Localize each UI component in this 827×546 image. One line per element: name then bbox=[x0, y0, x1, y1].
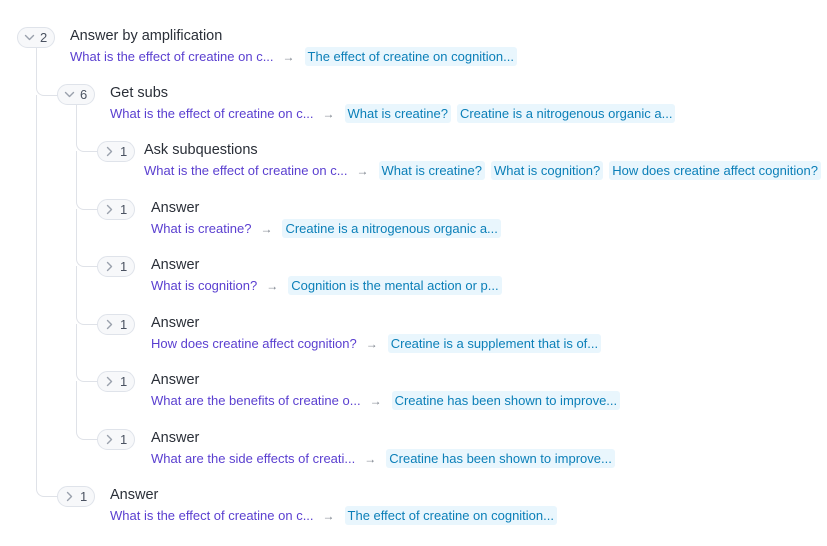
chevron-right-icon bbox=[104, 204, 115, 215]
question-link[interactable]: What is the effect of creatine on c... bbox=[110, 508, 314, 523]
tree-node bbox=[0, 199, 738, 245]
arrow-right-icon: → bbox=[322, 508, 335, 523]
tree-node bbox=[0, 141, 818, 187]
child-count: 1 bbox=[120, 317, 128, 332]
child-count: 1 bbox=[120, 202, 128, 217]
node-title: Answer bbox=[151, 200, 200, 216]
io-row bbox=[151, 218, 507, 239]
tree-node bbox=[0, 429, 738, 475]
io-row bbox=[144, 160, 827, 181]
node-title: Answer bbox=[110, 487, 159, 503]
answer-chip[interactable]: Creatine is a nitrogenous organic a... bbox=[282, 219, 500, 238]
question-link[interactable]: What is cognition? bbox=[151, 278, 258, 293]
node-title: Get subs bbox=[110, 85, 169, 101]
tree-node bbox=[0, 314, 738, 360]
tree-node bbox=[0, 256, 738, 302]
expand-toggle[interactable] bbox=[97, 256, 135, 277]
answer-chip[interactable]: The effect of creatine on cognition... bbox=[305, 47, 517, 66]
answer-chip[interactable]: Cognition is the mental action or p... bbox=[288, 276, 501, 295]
io-row bbox=[110, 505, 563, 526]
child-count: 6 bbox=[80, 87, 88, 102]
question-link[interactable]: What is the effect of creatine on c... bbox=[144, 163, 348, 178]
collapse-toggle[interactable] bbox=[17, 27, 55, 48]
expand-toggle[interactable] bbox=[97, 429, 135, 450]
answer-chip[interactable]: Creatine has been shown to improve... bbox=[386, 449, 615, 468]
question-link[interactable]: How does creatine affect cognition? bbox=[151, 336, 357, 351]
chevron-right-icon bbox=[104, 261, 115, 272]
answer-chip[interactable]: What is creatine? bbox=[345, 104, 451, 123]
question-link[interactable]: What is creatine? bbox=[151, 221, 252, 236]
tree-node bbox=[0, 486, 738, 532]
chevron-down-icon bbox=[64, 89, 75, 100]
child-count: 1 bbox=[120, 432, 128, 447]
child-count: 1 bbox=[80, 489, 88, 504]
answer-chip[interactable]: What is creatine? bbox=[379, 161, 485, 180]
child-count: 1 bbox=[120, 374, 128, 389]
arrow-right-icon: → bbox=[266, 278, 279, 293]
answer-chip[interactable]: How does creatine affect cognition? bbox=[609, 161, 821, 180]
child-count: 2 bbox=[40, 30, 48, 45]
question-link[interactable]: What is the effect of creatine on c... bbox=[110, 106, 314, 121]
arrow-right-icon: → bbox=[322, 106, 335, 121]
chevron-down-icon bbox=[24, 32, 35, 43]
answer-chip[interactable]: Creatine has been shown to improve... bbox=[392, 391, 621, 410]
question-link[interactable]: What are the side effects of creati... bbox=[151, 451, 356, 466]
expand-toggle[interactable] bbox=[97, 314, 135, 335]
answer-chip[interactable]: Creatine is a nitrogenous organic a... bbox=[457, 104, 675, 123]
node-title: Answer by amplification bbox=[70, 28, 223, 44]
node-title: Answer bbox=[151, 372, 200, 388]
node-title: Answer bbox=[151, 257, 200, 273]
answer-chip[interactable]: What is cognition? bbox=[491, 161, 603, 180]
arrow-right-icon: → bbox=[260, 221, 273, 236]
io-row bbox=[70, 46, 523, 67]
question-link[interactable]: What is the effect of creatine on c... bbox=[70, 49, 274, 64]
child-count: 1 bbox=[120, 259, 128, 274]
expand-toggle[interactable] bbox=[97, 371, 135, 392]
answer-chip[interactable]: Creatine is a supplement that is of... bbox=[388, 334, 601, 353]
chevron-right-icon bbox=[104, 146, 115, 157]
child-count: 1 bbox=[120, 144, 128, 159]
arrow-right-icon: → bbox=[369, 393, 382, 408]
tree-node bbox=[0, 27, 738, 73]
node-title: Answer bbox=[151, 315, 200, 331]
expand-toggle[interactable] bbox=[97, 141, 135, 162]
chevron-right-icon bbox=[104, 376, 115, 387]
tree-node bbox=[0, 84, 738, 130]
io-row bbox=[151, 333, 607, 354]
expand-toggle[interactable] bbox=[97, 199, 135, 220]
chevron-right-icon bbox=[64, 491, 75, 502]
answer-chip[interactable]: The effect of creatine on cognition... bbox=[345, 506, 557, 525]
arrow-right-icon: → bbox=[282, 49, 295, 64]
io-row bbox=[151, 390, 626, 411]
arrow-right-icon: → bbox=[365, 336, 378, 351]
collapse-toggle[interactable] bbox=[57, 84, 95, 105]
tree-node bbox=[0, 371, 738, 417]
question-link[interactable]: What are the benefits of creatine o... bbox=[151, 393, 361, 408]
chevron-right-icon bbox=[104, 319, 115, 330]
node-title: Answer bbox=[151, 430, 200, 446]
chevron-right-icon bbox=[104, 434, 115, 445]
arrow-right-icon: → bbox=[356, 163, 369, 178]
io-row bbox=[151, 448, 621, 469]
expand-toggle[interactable] bbox=[57, 486, 95, 507]
node-title: Ask subquestions bbox=[144, 142, 258, 158]
io-row bbox=[151, 275, 508, 296]
arrow-right-icon: → bbox=[364, 451, 377, 466]
io-row bbox=[110, 103, 681, 124]
